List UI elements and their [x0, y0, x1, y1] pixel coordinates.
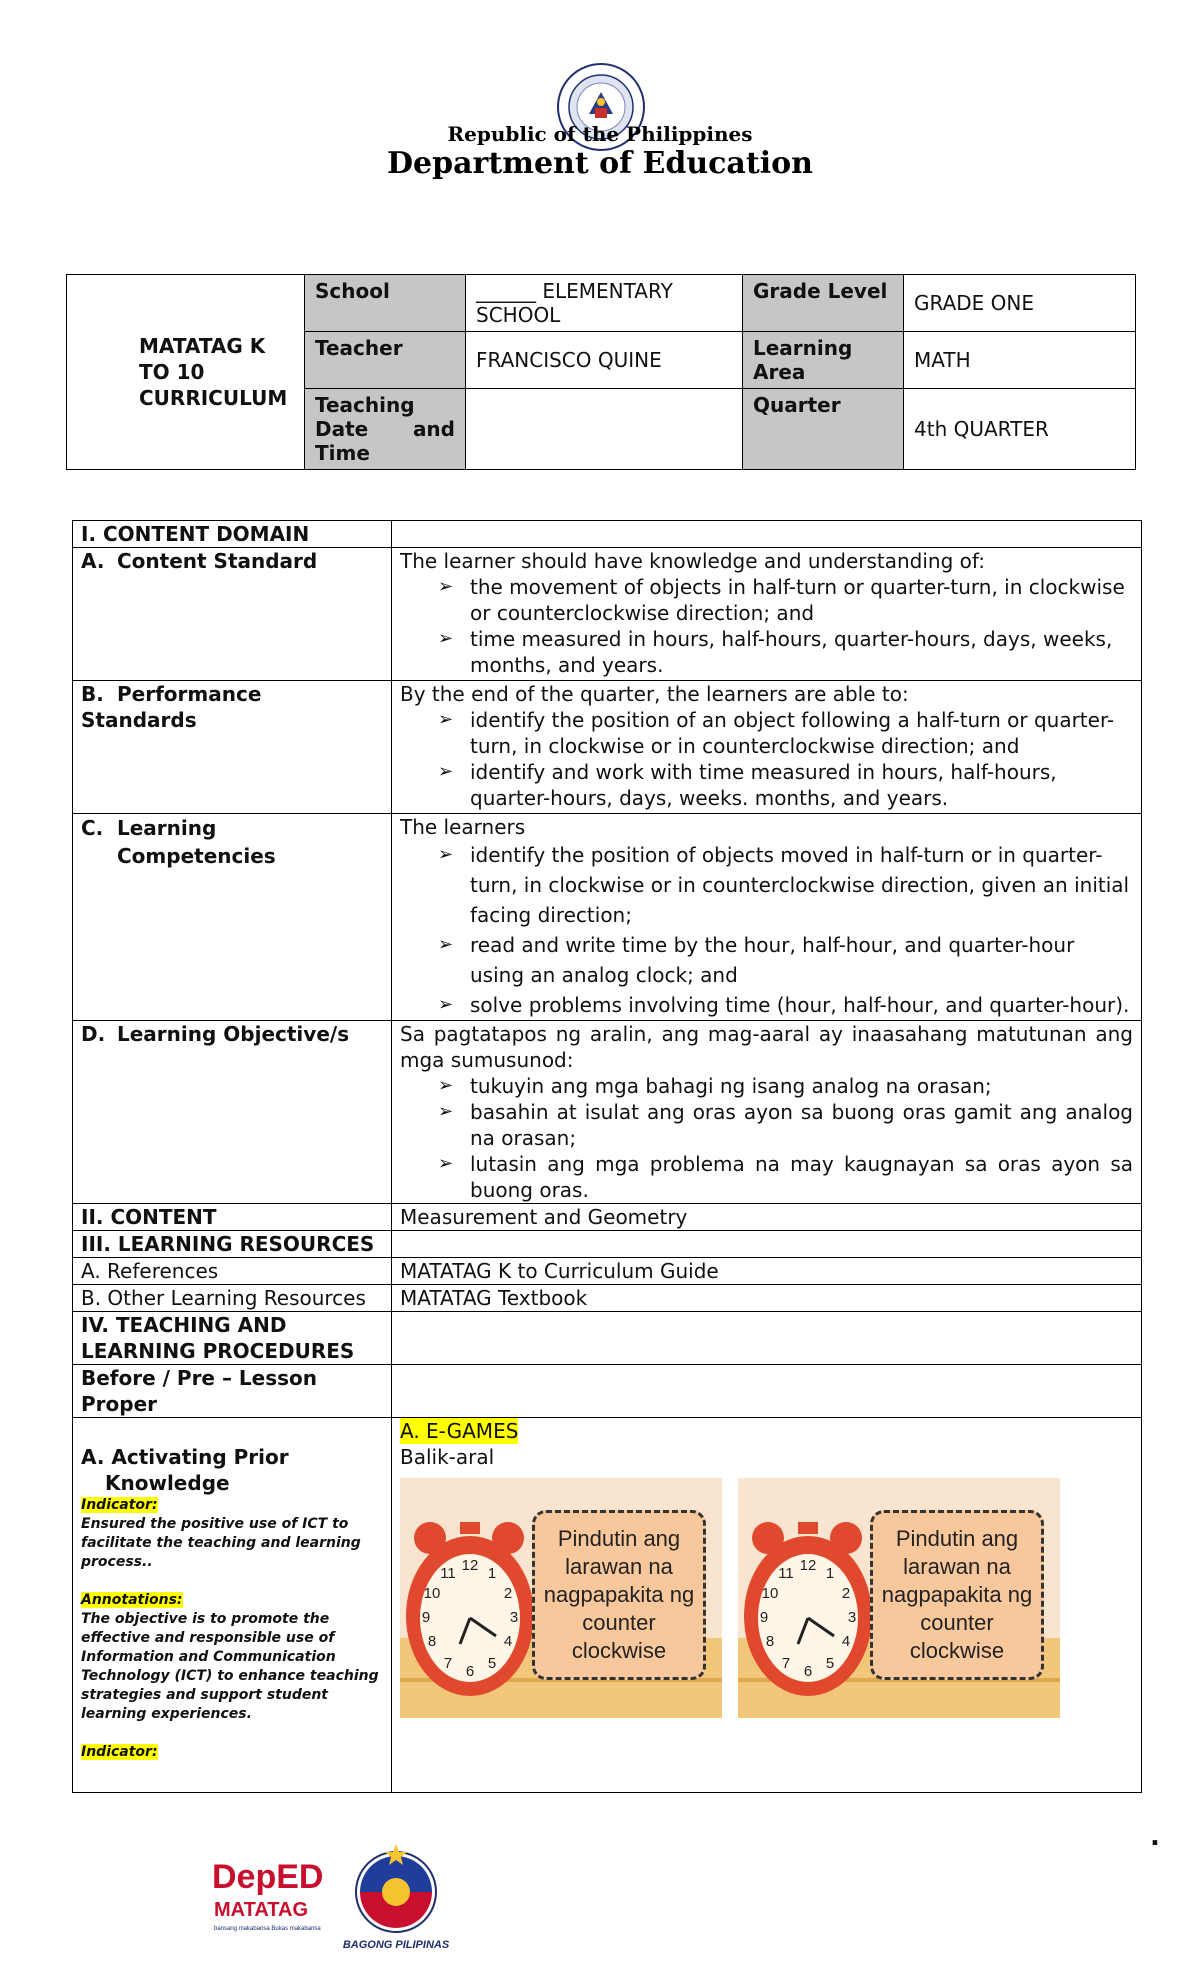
- clock-number: 8: [427, 1633, 437, 1650]
- other-resources-value: MATATAG Textbook: [392, 1285, 1142, 1312]
- clock-number: 5: [487, 1655, 497, 1672]
- references-value: MATATAG K to Curriculum Guide: [392, 1258, 1142, 1285]
- lesson-plan-table: [72, 520, 1142, 1793]
- list-item: ➢ identify the position of objects moved in half-turn or in quarter-turn, in clockwise or in counterclockwise direction, given an initial facing direction;: [470, 840, 1133, 930]
- content-domain-heading: I. CONTENT DOMAIN: [73, 521, 392, 548]
- learning-competencies-cell: The learners ➢ identify the position of objects moved in half-turn or in quarter-turn, in clockwise or in counterclockwise direction, given an initial facing direction; ➢ read and write time by the hour, half-hour, and quarter-hour using an analog clock; and ➢ solve problems involving time (hour, half-hour, and quarter-hour).: [392, 814, 1142, 1021]
- grade-level-value: GRADE ONE: [904, 275, 1136, 332]
- clock-number: 4: [503, 1633, 513, 1650]
- learning-area-label: Learning Area: [743, 332, 904, 389]
- learning-competencies-label: C. Learning Competencies: [73, 814, 392, 1021]
- clock-number: 12: [461, 1557, 479, 1574]
- content-value: Measurement and Geometry: [392, 1204, 1142, 1231]
- card-instruction-text: Pindutin ang larawan na nagpapakita ng counter clockwise: [532, 1510, 706, 1680]
- learning-resources-label: III. LEARNING RESOURCES: [73, 1231, 392, 1258]
- clock-number: 8: [765, 1633, 775, 1650]
- curriculum-label: MATATAG K TO 10 CURRICULUM: [67, 275, 305, 470]
- clock-number: 7: [781, 1655, 791, 1672]
- alarm-clock-icon: [400, 1516, 540, 1706]
- annotations-text: The objective is to promote the effective and responsible use of Information and Communication Technology (ICT) to enhance teaching strategies and support student learning experiences.: [81, 1611, 379, 1722]
- indicator-label: Indicator:: [81, 1497, 158, 1513]
- list-item: ➢ the movement of objects in half-turn or quarter-turn, in clockwise or counterclockwise direction; and: [470, 574, 1133, 626]
- school-value: ______ ELEMENTARY SCHOOL: [466, 275, 743, 332]
- list-item: ➢ lutasin ang mga problema na may kaugnayan sa oras ayon sa buong oras.: [470, 1151, 1133, 1203]
- clock-number: 4: [841, 1633, 851, 1650]
- balik-aral-label: Balik-aral: [400, 1445, 495, 1469]
- clock-number: 9: [759, 1609, 769, 1626]
- clock-number: 6: [803, 1663, 813, 1680]
- republic-text: Republic of the Philippines: [447, 122, 753, 146]
- performance-standards-label: B. Performance Standards: [73, 681, 392, 814]
- svg-text:DepED: DepED: [212, 1858, 324, 1896]
- activating-label: A. Activating Prior: [81, 1445, 289, 1469]
- list-item: ➢ solve problems involving time (hour, half-hour, and quarter-hour).: [470, 990, 1133, 1020]
- card-instruction-text: Pindutin ang larawan na nagpapakita ng counter clockwise: [870, 1510, 1044, 1680]
- quarter-value: 4th QUARTER: [904, 389, 1136, 470]
- footer-logos: [210, 1840, 450, 1960]
- clock-number: 2: [503, 1585, 513, 1602]
- alarm-clock-icon: [738, 1516, 878, 1706]
- clock-number: 7: [443, 1655, 453, 1672]
- list-item: ➢ time measured in hours, half-hours, quarter-hours, days, weeks, months, and years.: [470, 626, 1133, 678]
- bagong-pilipinas-logo: [343, 1844, 450, 1951]
- clock-number: 3: [509, 1609, 519, 1626]
- clock-number: 1: [825, 1565, 835, 1582]
- teacher-label: Teacher: [305, 332, 466, 389]
- svg-text:bansang makabansa Bukas makab: bansang makabansa Bukas makabansa: [214, 1926, 321, 1932]
- learning-area-value: MATH: [904, 332, 1136, 389]
- clock-number: 10: [423, 1585, 441, 1602]
- clock-game-card-1[interactable]: [400, 1478, 722, 1718]
- indicator-label-2: Indicator:: [81, 1744, 158, 1760]
- svg-text:MATATAG: MATATAG: [214, 1899, 309, 1921]
- grade-level-label: Grade Level: [743, 275, 904, 332]
- content-label: II. CONTENT: [73, 1204, 392, 1231]
- teaching-procedures-label: IV. TEACHING AND LEARNING PROCEDURES: [73, 1312, 392, 1365]
- clock-number: 11: [440, 1565, 456, 1582]
- references-label: A. References: [73, 1258, 392, 1285]
- clock-number: 1: [487, 1565, 497, 1582]
- e-games-heading: A. E-GAMES: [400, 1419, 519, 1443]
- clock-number: 3: [847, 1609, 857, 1626]
- trailing-dot: .: [1150, 1822, 1160, 1852]
- department-title: Department of Education: [387, 146, 813, 181]
- clock-game-card-2[interactable]: [738, 1478, 1060, 1718]
- activating-prior-knowledge-cell: A. Activating Prior Knowledge Indicator: Ensured the positive use of ICT to facilitate the teaching and learning process.. Annotations: The objective is to promote the effective and responsible use of Information and Communication Technology (ICT) to enhance teaching strategies and support student learning experiences. Indicator:: [73, 1418, 392, 1793]
- learning-objectives-cell: Sa pagtatapos ng aralin, ang mag-aaral ay inaasahang matutunan ang mga sumusunod: ➢ tukuyin ang mga bahagi ng isang analog na orasan; ➢ basahin at isulat ang oras ayon sa buong oras gamit ang analog na orasan; ➢ lutasin ang mga problema na may kaugnayan sa oras ayon sa buong oras.: [392, 1021, 1142, 1204]
- list-item: ➢ tukuyin ang mga bahagi ng isang analog na orasan;: [470, 1073, 1133, 1099]
- before-lesson-label: Before / Pre – Lesson Proper: [73, 1365, 392, 1418]
- list-item: ➢ identify and work with time measured in hours, half-hours, quarter-hours, days, weeks. months, and years.: [470, 759, 1133, 811]
- other-resources-label: B. Other Learning Resources: [73, 1285, 392, 1312]
- teaching-date-label: Teaching Date and Time: [305, 389, 466, 470]
- school-label: School: [305, 275, 466, 332]
- deped-matatag-logo: [212, 1858, 323, 1932]
- clock-number: 12: [799, 1557, 817, 1574]
- clock-number: 5: [825, 1655, 835, 1672]
- clock-number: 6: [465, 1663, 475, 1680]
- annotations-label: Annotations:: [81, 1592, 183, 1608]
- teaching-date-value: [466, 389, 743, 470]
- e-games-cell: [392, 1418, 1142, 1793]
- teacher-value: FRANCISCO QUINE: [466, 332, 743, 389]
- clock-number: 11: [778, 1565, 794, 1582]
- list-item: ➢ basahin at isulat ang oras ayon sa buong oras gamit ang analog na orasan;: [470, 1099, 1133, 1151]
- performance-standards-cell: By the end of the quarter, the learners are able to: ➢ identify the position of an object following a half-turn or quarter-turn, in clockwise or in counterclockwise direction; and ➢ identify and work with time measured in hours, half-hours, quarter-hours, days, weeks. months, and years.: [392, 681, 1142, 814]
- clock-number: 10: [761, 1585, 779, 1602]
- indicator-text: Ensured the positive use of ICT to facilitate the teaching and learning process..: [81, 1516, 361, 1570]
- content-standard-label: A. Content Standard: [73, 548, 392, 681]
- learning-objectives-label: D. Learning Objective/s: [73, 1021, 392, 1204]
- content-standard-cell: The learner should have knowledge and understanding of: ➢ the movement of objects in half-turn or quarter-turn, in clockwise or counterclockwise direction; and ➢ time measured in hours, half-hours, quarter-hours, days, weeks, months, and years.: [392, 548, 1142, 681]
- clock-number: 9: [421, 1609, 431, 1626]
- list-item: ➢ identify the position of an object following a half-turn or quarter-turn, in clockwise or in counterclockwise direction; and: [470, 707, 1133, 759]
- list-item: ➢ read and write time by the hour, half-hour, and quarter-hour using an analog clock; and: [470, 930, 1133, 990]
- clock-number: 2: [841, 1585, 851, 1602]
- school-info-table: [66, 274, 1136, 470]
- svg-text:BAGONG PILIPINAS: BAGONG PILIPINAS: [342, 1939, 450, 1951]
- quarter-label: Quarter: [743, 389, 904, 470]
